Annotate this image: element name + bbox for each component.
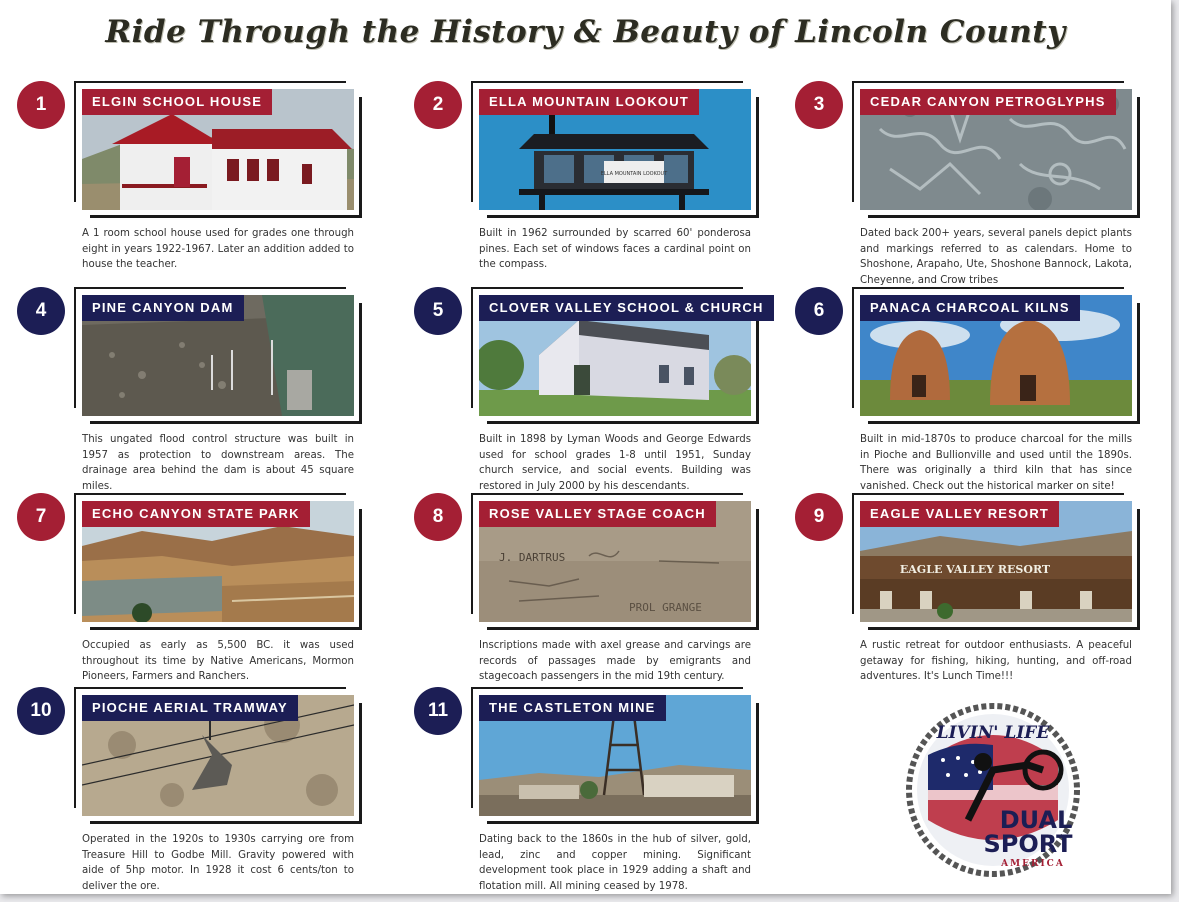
stop-description: Occupied as early as 5,500 BC. it was used throughout its time by Native Americans, Mormon Pioneers, Farmers and Ranchers.: [82, 640, 354, 683]
stop-card-11: [427, 695, 771, 895]
stop-title-label: PIOCHE AERIAL TRAMWAY: [82, 695, 298, 721]
stop-number-badge: 8: [414, 493, 462, 541]
stop-number-badge: 9: [795, 493, 843, 541]
svg-text:AMERICA: AMERICA: [1001, 859, 1065, 869]
svg-text:EAGLE VALLEY RESORT: EAGLE VALLEY RESORT: [899, 563, 1051, 576]
stop-card-5: [432, 295, 771, 495]
stop-description: This ungated flood control structure was built in 1957 as protection to downstream areas. The drainage area behind the dam is about 45 square miles.: [82, 434, 354, 492]
stop-title-label: CLOVER VALLEY SCHOOL & CHURCH: [479, 295, 774, 321]
stop-number-badge: 6: [795, 287, 843, 335]
stop-title-label: PANACA CHARCOAL KILNS: [860, 295, 1080, 321]
stop-description: A 1 room school house used for grades one through eight in years 1922-1967. Later an addition added to house the teacher.: [82, 228, 354, 271]
stop-description: Inscriptions made with axel grease and carvings are records of passages made by emigrants and stagecoach passengers in the mid 19th century.: [479, 640, 751, 683]
svg-text:SPORT: SPORT: [983, 830, 1073, 858]
stop-description: A rustic retreat for outdoor enthusiasts. A peaceful getaway for fishing, hiking, hunting, and off-road adventures. It's Lunch Time!!!: [860, 640, 1132, 683]
stop-description: Built in 1898 by Lyman Woods and George Edwards used for school grades 1-8 until 1951, Sunday church service, and social events. Building was restored in July 2000 by his descendants.: [479, 434, 751, 492]
stop-card-8: [432, 501, 771, 701]
dual-sport-america-logo: [898, 700, 1088, 880]
stop-card-6: [813, 295, 1152, 495]
photo-frame: [82, 295, 354, 416]
photo-frame: [479, 501, 751, 622]
stop-description: Dated back 200+ years, several panels depict plants and markings referred to as calendars. Home to Shoshone, Arapaho, Ute, Shoshone Bannock, Lakota, Cheyenne, and Crow tribes: [860, 228, 1132, 286]
stop-title-label: EAGLE VALLEY RESORT: [860, 501, 1059, 527]
svg-text:J. DARTRUS: J. DARTRUS: [499, 551, 566, 564]
stop-description: Built in 1962 surrounded by scarred 60' ponderosa pines. Each set of windows faces a cardinal point on the compass.: [479, 228, 751, 271]
page-title: Ride Through the History & Beauty of Lincoln County: [105, 14, 1066, 50]
stop-card-4: [35, 295, 374, 495]
photo-frame: [82, 89, 354, 210]
stop-card-7: [35, 501, 374, 701]
stop-number-badge: 7: [17, 493, 65, 541]
stop-card-2: [432, 89, 771, 289]
stop-title-label: ELGIN SCHOOL HOUSE: [82, 89, 272, 115]
stop-description: Dating back to the 1860s in the hub of silver, gold, lead, zinc and copper mining. Significant development took place in 1929 adding a shaft and flotation mill. All mining ceased by 1978.: [479, 834, 751, 892]
stop-number-badge: 10: [17, 687, 65, 735]
stop-title-label: CEDAR CANYON PETROGLYPHS: [860, 89, 1116, 115]
stop-description: Built in mid-1870s to produce charcoal for the mills in Pioche and Bullionville and used until the 1890s. There was originally a third kiln that has since vanished. Check out the historical marker on site!: [860, 434, 1132, 492]
photo-frame: [860, 295, 1132, 416]
stop-number-badge: 5: [414, 287, 462, 335]
photo-frame: [860, 89, 1132, 210]
svg-text:PROL GRANGE: PROL GRANGE: [629, 601, 702, 614]
stop-title-label: ELLA MOUNTAIN LOOKOUT: [479, 89, 699, 115]
stop-number-badge: 2: [414, 81, 462, 129]
photo-frame: [479, 695, 751, 816]
photo-frame: [82, 501, 354, 622]
stop-card-1: [35, 89, 374, 289]
stop-card-3: [813, 89, 1152, 289]
svg-text:ELLA MOUNTAIN LOOKOUT: ELLA MOUNTAIN LOOKOUT: [600, 171, 668, 177]
stop-title-label: ECHO CANYON STATE PARK: [82, 501, 310, 527]
stop-title-label: THE CASTLETON MINE: [479, 695, 666, 721]
stop-description: Operated in the 1920s to 1930s carrying ore from Treasure Hill to Godbe Mill. Gravity powered with aide of 5hp motor. In 1928 it cost 6 cents/ton to deliver the ore.: [82, 834, 354, 892]
stop-title-label: PINE CANYON DAM: [82, 295, 244, 321]
photo-frame: [479, 89, 751, 210]
photo-frame: [479, 295, 764, 416]
photo-frame: [82, 695, 354, 816]
stop-title-label: ROSE VALLEY STAGE COACH: [479, 501, 716, 527]
stop-number-badge: 11: [414, 687, 462, 735]
stop-number-badge: 1: [17, 81, 65, 129]
svg-text:DUAL: DUAL: [999, 806, 1073, 834]
stop-number-badge: 4: [17, 287, 65, 335]
stop-card-9: [813, 501, 1152, 701]
svg-text:LIVIN' LIFE: LIVIN' LIFE: [936, 723, 1050, 743]
stop-card-10: [30, 695, 374, 895]
stop-number-badge: 3: [795, 81, 843, 129]
photo-frame: [860, 501, 1132, 622]
